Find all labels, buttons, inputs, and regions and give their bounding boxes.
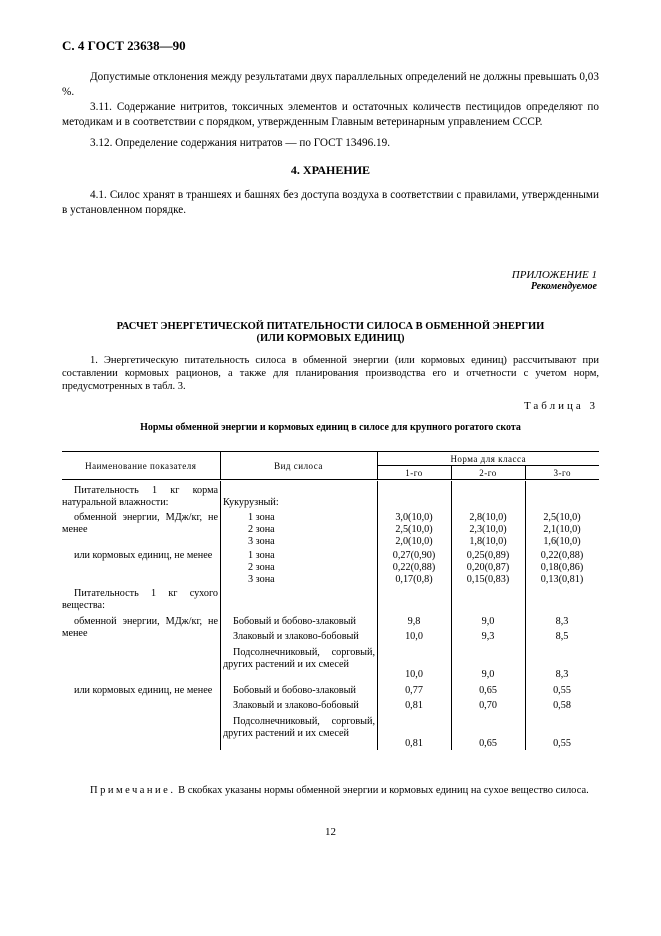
silage-type: Подсолнечниковый, сорговый, других растений и их смесей [223, 716, 375, 739]
value-cell: 9,8 [407, 616, 421, 627]
value-cell: 0,65 [479, 685, 497, 696]
appendix-status: Рекомендуемое [530, 281, 597, 292]
zone-label: 3 зона [248, 574, 275, 585]
zone-label: 2 зона [248, 524, 275, 535]
label-natural-moisture: Питательность 1 кг корма натуральной влажности: [62, 485, 218, 508]
appendix-label [512, 269, 597, 293]
table-note [62, 784, 599, 798]
value-cell: 8,3 [555, 616, 569, 627]
paragraph-3-12: 3.12. Определение содержания нитратов — по ГОСТ 13496.19. [90, 137, 390, 149]
header-norm-group: Норма для класса [377, 452, 599, 466]
appendix-number: ПРИЛОЖЕНИЕ 1 [511, 269, 597, 281]
table-caption: Нормы обменной энергии и кормовых единиц в силосе для крупного рогатого скота [140, 422, 521, 433]
value-cell: 1,8(10,0) [469, 536, 507, 547]
value-cell: 0,27(0,90) [392, 550, 436, 561]
value-cell: 0,81 [405, 700, 423, 711]
silage-type: Злаковый и злаково-бобовый [233, 700, 359, 711]
appendix-paragraph: 1. Энергетическую питательность силоса в обменной энергии (или кормовых единиц) рассчитывают при составлении кормовых рационов, а также для планирования производства его и отчетности с учетом норм, предусмотренных в табл. 3. [62, 355, 599, 392]
value-cell: 2,5(10,0) [395, 524, 433, 535]
label-feed-units: или кормовых единиц, не менее [74, 550, 213, 561]
silage-type: Бобовый и бобово-злаковый [233, 685, 356, 696]
norms-table-header [62, 451, 599, 480]
header-class-1: 1-го [377, 466, 451, 480]
paragraph-deviation: Допустимые отклонения между результатами двух параллельных определений не должны превышать 0,03 %. [62, 71, 599, 98]
value-cell: 2,5(10,0) [543, 512, 581, 523]
value-cell: 0,65 [479, 738, 497, 749]
silage-type: Бобовый и бобово-злаковый [233, 616, 356, 627]
value-cell: 0,25(0,89) [466, 550, 510, 561]
value-cell: 0,22(0,88) [540, 550, 584, 561]
value-cell: 10,0 [405, 669, 423, 680]
value-cell: 0,18(0,86) [540, 562, 584, 573]
zone-label: 2 зона [248, 562, 275, 573]
zone-label: 1 зона [248, 550, 275, 561]
appendix-title-line-1: РАСЧЕТ ЭНЕРГЕТИЧЕСКОЙ ПИТАТЕЛЬНОСТИ СИЛОСА В ОБМЕННОЙ ЭНЕРГИИ [116, 321, 545, 332]
section-heading: 4. ХРАНЕНИЕ [290, 163, 371, 177]
value-cell: 0,13(0,81) [540, 574, 584, 585]
label-exchange-energy-dry: обменной энергии, МДж/кг, не менее [62, 616, 218, 639]
value-cell: 0,55 [553, 738, 571, 749]
value-cell: 9,0 [481, 669, 495, 680]
value-cell: 8,5 [555, 631, 569, 642]
value-cell: 0,17(0,8) [395, 574, 433, 585]
header-indicator: Наименование показателя [62, 452, 220, 480]
zone-label: 1 зона [248, 512, 275, 523]
label-dry-matter: Питательность 1 кг сухого вещества: [62, 588, 218, 611]
note-label: Примечание. [90, 785, 176, 796]
header-class-2: 2-го [451, 466, 525, 480]
value-cell: 0,70 [479, 700, 497, 711]
silage-type: Злаковый и злаково-бобовый [233, 631, 359, 642]
value-cell: 1,6(10,0) [543, 536, 581, 547]
silage-type: Подсолнечниковый, сорговый, других растений и их смесей [223, 647, 375, 670]
value-cell: 0,77 [405, 685, 423, 696]
appendix-title [62, 321, 599, 345]
label-exchange-energy: обменной энергии, МДж/кг, не менее [62, 512, 218, 535]
value-cell: 2,8(10,0) [469, 512, 507, 523]
zone-label: 3 зона [248, 536, 275, 547]
value-cell: 0,55 [553, 685, 571, 696]
value-cell: 3,0(10,0) [395, 512, 433, 523]
header-silage-type: Вид силоса [220, 452, 377, 480]
note-text: В скобках указаны нормы обменной энергии и кормовых единиц на сухое вещество силоса. [175, 785, 589, 796]
running-header: С. 4 ГОСТ 23638—90 [62, 38, 186, 53]
paragraph-3-11: 3.11. Содержание нитритов, токсичных элементов и остаточных количеств пестицидов определяют по методикам и в соответствии с порядком, утвержденным Главным ветеринарным управлением СССР. [62, 101, 599, 128]
value-cell: 2,3(10,0) [469, 524, 507, 535]
label-corn: Кукурузный: [223, 497, 279, 508]
value-cell: 10,0 [405, 631, 423, 642]
column-rule [220, 481, 221, 750]
value-cell: 2,0(10,0) [395, 536, 433, 547]
value-cell: 8,3 [555, 669, 569, 680]
appendix-title-line-2: (ИЛИ КОРМОВЫХ ЕДИНИЦ) [256, 333, 405, 344]
value-cell: 2,1(10,0) [543, 524, 581, 535]
value-cell: 0,58 [553, 700, 571, 711]
value-cell: 0,22(0,88) [392, 562, 436, 573]
header-class-3: 3-го [525, 466, 599, 480]
value-cell: 0,15(0,83) [466, 574, 510, 585]
paragraph-4-1: 4.1. Силос хранят в траншеях и башнях без доступа воздуха в соответствии с правилами, утвержденными в установленном порядке. [62, 189, 599, 216]
value-cell: 0,81 [405, 738, 423, 749]
table-number: Таблица 3 [523, 400, 598, 412]
label-feed-units-dry: или кормовых единиц, не менее [74, 685, 213, 696]
page-number: 12 [325, 826, 336, 838]
value-cell: 0,20(0,87) [466, 562, 510, 573]
value-cell: 9,3 [481, 631, 495, 642]
value-cell: 9,0 [481, 616, 495, 627]
